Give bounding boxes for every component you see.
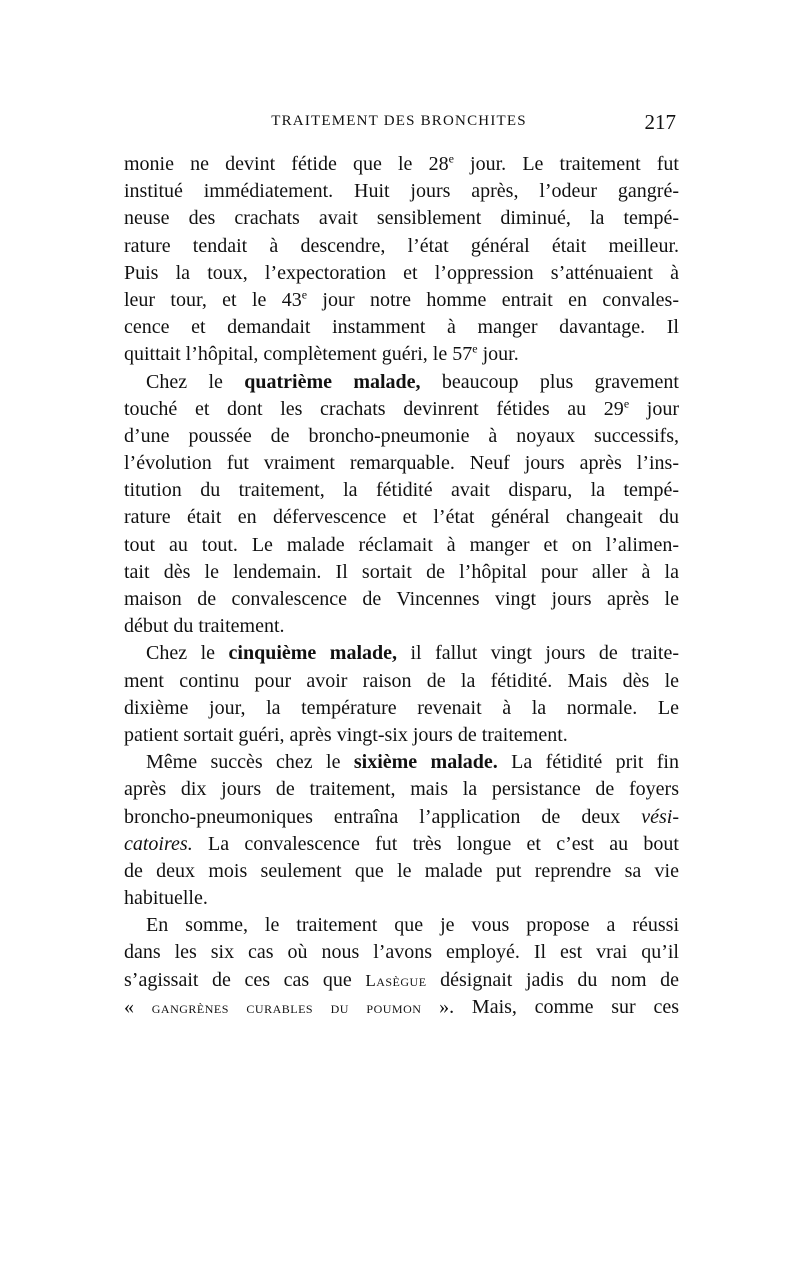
text-line xyxy=(124,912,679,939)
text-line xyxy=(124,695,679,722)
paragraph xyxy=(124,912,679,1021)
text-run: ». Mais, comme sur ces xyxy=(421,995,679,1018)
text-run: cence et demandait instamment à manger davantage. Il xyxy=(124,316,679,339)
text-run: début du traitement. xyxy=(124,615,285,638)
text-line xyxy=(124,532,679,559)
text-line xyxy=(124,504,679,531)
text-line xyxy=(124,205,679,232)
text-line xyxy=(124,233,679,260)
small-caps-text: Lasègue xyxy=(365,970,427,990)
text-run: touché et dont les crachats devinrent fétides au 29 xyxy=(124,397,624,420)
bold-text: quatrième malade, xyxy=(244,370,421,393)
text-run: d’une poussée de broncho-pneumonie à noyaux successifs, xyxy=(124,424,679,447)
paragraph xyxy=(124,640,679,749)
text-run: s’agissait de ces cas que xyxy=(124,968,366,991)
text-run: monie ne devint fétide que le 28 xyxy=(124,153,449,175)
text-line xyxy=(124,668,679,695)
text-run: Chez le xyxy=(146,642,229,665)
text-line xyxy=(124,640,679,667)
text-line xyxy=(124,586,679,613)
text-line xyxy=(124,260,679,287)
text-run: maison de convalescence de Vincennes vingt jours après le xyxy=(124,588,679,610)
text-line xyxy=(124,314,679,341)
text-line xyxy=(124,804,679,831)
text-line xyxy=(124,994,679,1021)
text-run: Chez le xyxy=(146,370,245,393)
text-line xyxy=(124,858,679,885)
text-line xyxy=(124,939,679,966)
paragraph xyxy=(124,369,679,641)
text-line xyxy=(124,287,679,314)
text-line xyxy=(124,749,679,776)
text-line xyxy=(124,885,679,912)
paragraph xyxy=(124,151,679,369)
page-number: 217 xyxy=(644,110,676,134)
text-run: institué immédiatement. Huit jours après, l’odeur gangré- xyxy=(124,180,679,203)
text-run: dixième jour, la température revenait à la normale. Le xyxy=(124,696,679,719)
text-run: il fallut vingt jours de traite- xyxy=(397,642,679,665)
italic-text: catoires. xyxy=(124,832,193,855)
text-run: jour xyxy=(629,397,679,420)
superscript: e xyxy=(301,287,308,302)
body-text xyxy=(124,151,679,1021)
superscript: e xyxy=(448,151,454,166)
text-run: broncho-pneumoniques entraîna l’application de deux xyxy=(124,805,642,828)
text-line xyxy=(124,722,679,749)
superscript: e xyxy=(623,396,630,411)
text-line xyxy=(124,178,679,205)
text-run: Puis la toux, l’expectoration et l’oppression s’atténuaient à xyxy=(124,261,679,284)
text-run: désignait jadis du nom de xyxy=(426,968,679,991)
text-run: de deux mois seulement que le malade put reprendre sa vie xyxy=(124,859,679,882)
bold-text: sixième malade. xyxy=(353,751,498,774)
running-head-title: TRAITEMENT DES BRONCHITES xyxy=(271,113,527,129)
text-run: rature était en défervescence et l’état général changeait du xyxy=(124,506,679,529)
text-line xyxy=(124,341,679,368)
text-line xyxy=(124,831,679,858)
text-run: dans les six cas où nous l’avons employé. Il est vrai qu’il xyxy=(124,941,679,964)
text-run: leur tour, et le 43 xyxy=(124,288,302,311)
text-run: La fétidité prit fin xyxy=(497,751,679,774)
text-run: quittait l’hôpital, complètement guéri, le 57 xyxy=(124,343,473,366)
text-run: titution du traitement, la fétidité avait disparu, la tempé- xyxy=(124,479,679,502)
text-run: Même succès chez le xyxy=(146,751,354,774)
text-line xyxy=(124,423,679,450)
text-line xyxy=(124,450,679,477)
text-run: jour notre homme entrait en convales- xyxy=(307,288,679,311)
text-line xyxy=(124,151,679,178)
italic-text: vési- xyxy=(641,805,679,828)
superscript: e xyxy=(472,341,478,356)
text-line xyxy=(124,477,679,504)
text-line xyxy=(124,396,679,423)
text-run: jour. Le traitement fut xyxy=(453,153,679,175)
text-line xyxy=(124,776,679,803)
text-run: tout au tout. Le malade réclamait à manger et on l’alimen- xyxy=(124,533,679,556)
paragraph xyxy=(124,749,679,912)
text-run: La convalescence fut très longue et c’est au bout xyxy=(192,832,679,855)
text-line xyxy=(124,559,679,586)
text-run: « xyxy=(124,995,152,1018)
text-run: l’évolution fut vraiment remarquable. Neuf jours après l’ins- xyxy=(124,452,679,475)
running-head xyxy=(122,110,676,139)
text-run: neuse des crachats avait sensiblement diminué, la tempé- xyxy=(124,207,679,230)
text-run: beaucoup plus gravement xyxy=(420,370,679,393)
bold-text: cinquième malade, xyxy=(228,642,397,665)
text-run: jour. xyxy=(477,343,519,366)
text-run: ment continu pour avoir raison de la fétidité. Mais dès le xyxy=(124,669,679,692)
text-run: après dix jours de traitement, mais la persistance de foyers xyxy=(124,778,679,801)
text-line xyxy=(124,967,679,994)
text-run: En somme, le traitement que je vous propose a réussi xyxy=(146,914,679,937)
text-line xyxy=(124,369,679,396)
small-caps-text: gangrènes curables du poumon xyxy=(151,997,422,1017)
text-run: tait dès le lendemain. Il sortait de l’hôpital pour aller à la xyxy=(124,560,679,583)
text-run: habituelle. xyxy=(124,887,208,910)
text-run: rature tendait à descendre, l’état général était meilleur. xyxy=(124,234,679,257)
text-line xyxy=(124,613,679,640)
text-run: patient sortait guéri, après vingt-six jours de traitement. xyxy=(124,723,568,746)
